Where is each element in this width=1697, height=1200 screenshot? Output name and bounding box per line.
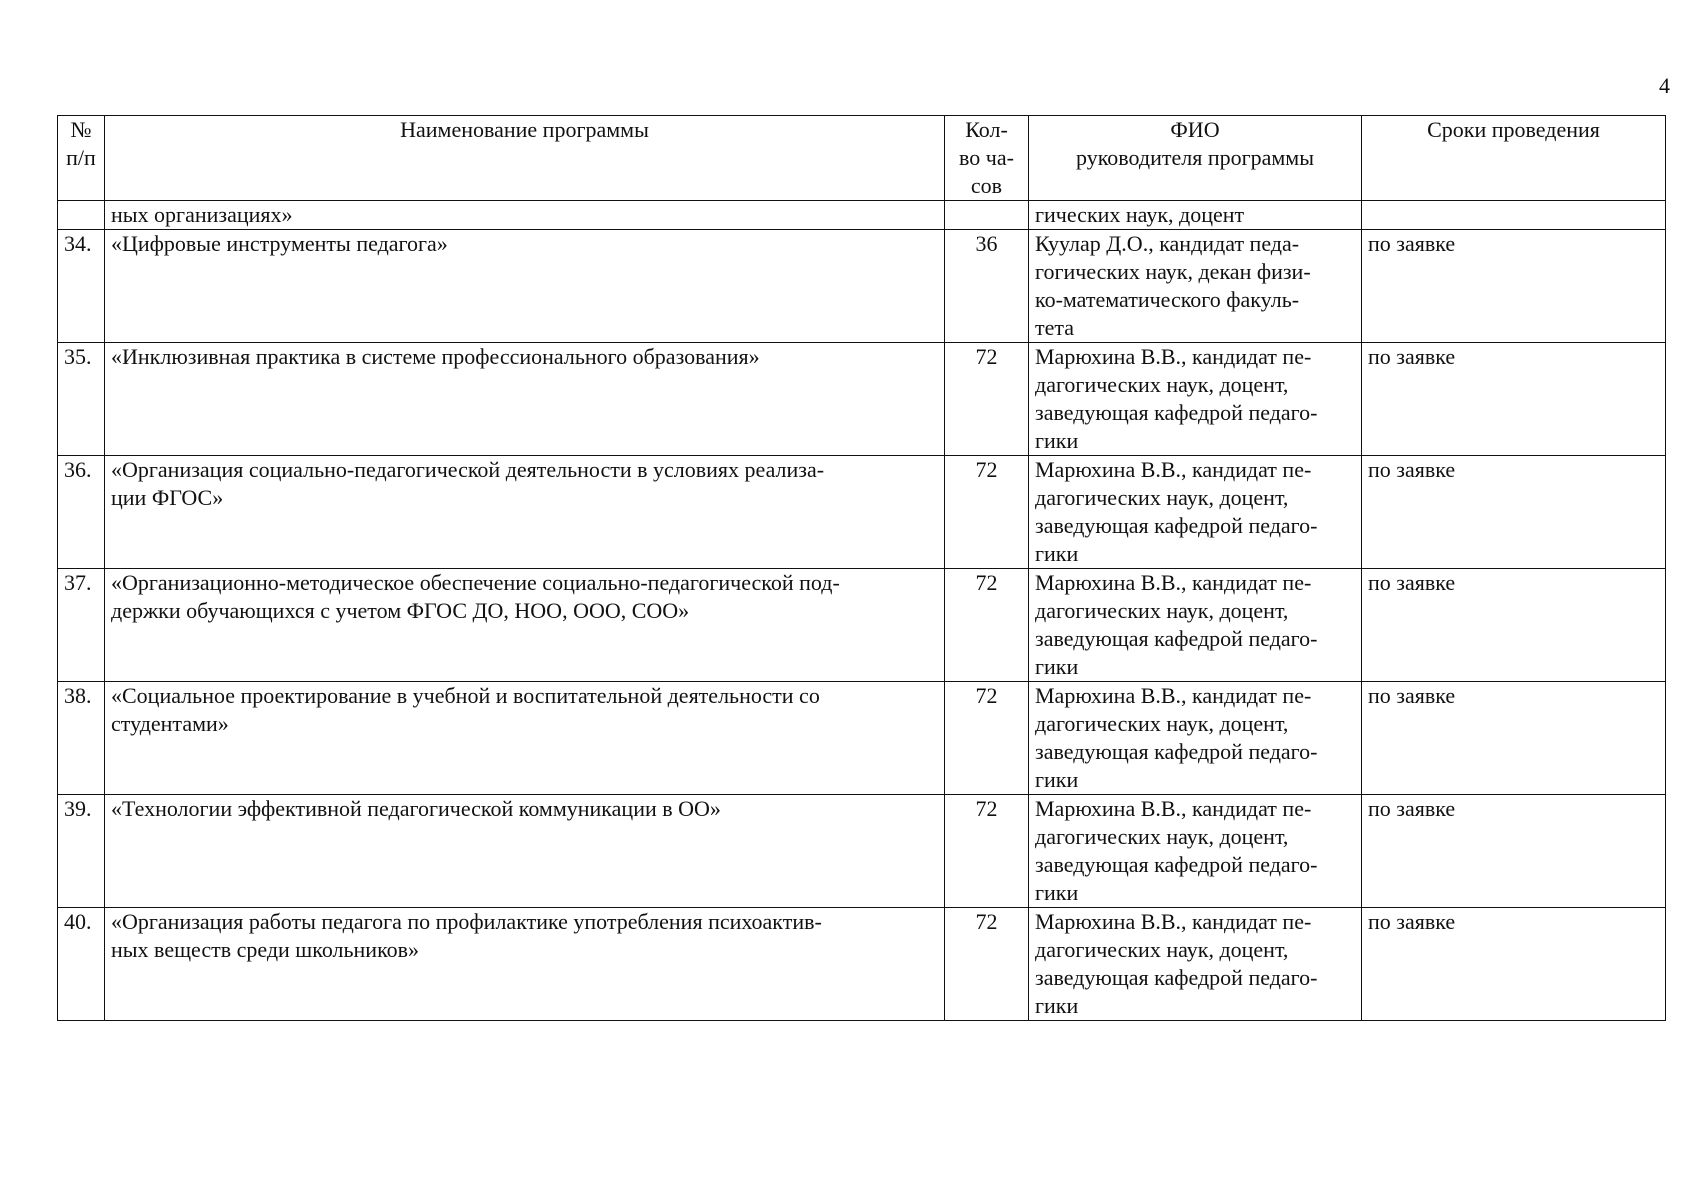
cell-program-head: Марюхина В.В., кандидат пе- дагогических наук, доцент, заведующая кафедрой педаго- гики xyxy=(1029,343,1362,456)
table-row xyxy=(58,795,1666,908)
cell-dates: по заявке xyxy=(1362,343,1666,456)
cell-program-head: гических наук, доцент xyxy=(1029,201,1362,230)
header-program-name: Наименование программы xyxy=(105,116,945,201)
cell-program-head: Марюхина В.В., кандидат пе- дагогических наук, доцент, заведующая кафедрой педаго- гики xyxy=(1029,795,1362,908)
header-number: № п/п xyxy=(58,116,105,201)
cell-program-name: «Цифровые инструменты педагога» xyxy=(105,230,945,343)
cell-hours: 72 xyxy=(945,908,1029,1021)
cell-program-name: «Технологии эффективной педагогической коммуникации в ОО» xyxy=(105,795,945,908)
cell-number xyxy=(58,201,105,230)
cell-dates: по заявке xyxy=(1362,569,1666,682)
cell-hours: 72 xyxy=(945,795,1029,908)
cell-number: 39. xyxy=(58,795,105,908)
header-dates: Сроки проведения xyxy=(1362,116,1666,201)
table-row xyxy=(58,230,1666,343)
cell-number: 40. xyxy=(58,908,105,1021)
cell-hours: 36 xyxy=(945,230,1029,343)
cell-program-head: Марюхина В.В., кандидат пе- дагогических наук, доцент, заведующая кафедрой педаго- гики xyxy=(1029,908,1362,1021)
cell-dates: по заявке xyxy=(1362,795,1666,908)
cell-program-head: Марюхина В.В., кандидат пе- дагогических наук, доцент, заведующая кафедрой педаго- гики xyxy=(1029,456,1362,569)
table-header-row xyxy=(58,116,1666,201)
cell-dates: по заявке xyxy=(1362,908,1666,1021)
cell-program-head: Марюхина В.В., кандидат пе- дагогических наук, доцент, заведующая кафедрой педаго- гики xyxy=(1029,569,1362,682)
cell-program-name: «Организационно-методическое обеспечение социально-педагогической под- держки обучающихся с учетом ФГОС ДО, НОО, ООО, СОО» xyxy=(105,569,945,682)
table-row xyxy=(58,343,1666,456)
page-number: 4 xyxy=(1659,73,1670,98)
table-row xyxy=(58,682,1666,795)
cell-hours: 72 xyxy=(945,682,1029,795)
cell-program-name: «Инклюзивная практика в системе профессионального образования» xyxy=(105,343,945,456)
cell-program-head: Марюхина В.В., кандидат пе- дагогических наук, доцент, заведующая кафедрой педаго- гики xyxy=(1029,682,1362,795)
cell-number: 34. xyxy=(58,230,105,343)
cell-program-name: «Социальное проектирование в учебной и воспитательной деятельности со студентами» xyxy=(105,682,945,795)
table-row xyxy=(58,456,1666,569)
cell-hours xyxy=(945,201,1029,230)
cell-number: 35. xyxy=(58,343,105,456)
cell-hours: 72 xyxy=(945,456,1029,569)
cell-number: 36. xyxy=(58,456,105,569)
table-row-continuation xyxy=(58,201,1666,230)
cell-program-name: «Организация социально-педагогической деятельности в условиях реализа- ции ФГОС» xyxy=(105,456,945,569)
cell-number: 37. xyxy=(58,569,105,682)
cell-program-head: Куулар Д.О., кандидат педа- гогических наук, декан физи- ко-математического факуль- тета xyxy=(1029,230,1362,343)
cell-dates: по заявке xyxy=(1362,682,1666,795)
cell-program-name: ных организациях» xyxy=(105,201,945,230)
program-table xyxy=(57,115,1666,1021)
cell-program-name: «Организация работы педагога по профилактике употребления психоактив- ных веществ среди школьников» xyxy=(105,908,945,1021)
cell-number: 38. xyxy=(58,682,105,795)
cell-dates xyxy=(1362,201,1666,230)
cell-dates: по заявке xyxy=(1362,456,1666,569)
table-row xyxy=(58,569,1666,682)
table-row xyxy=(58,908,1666,1021)
cell-hours: 72 xyxy=(945,343,1029,456)
header-program-head: ФИО руководителя программы xyxy=(1029,116,1362,201)
cell-dates: по заявке xyxy=(1362,230,1666,343)
cell-hours: 72 xyxy=(945,569,1029,682)
header-hours: Кол- во ча- сов xyxy=(945,116,1029,201)
